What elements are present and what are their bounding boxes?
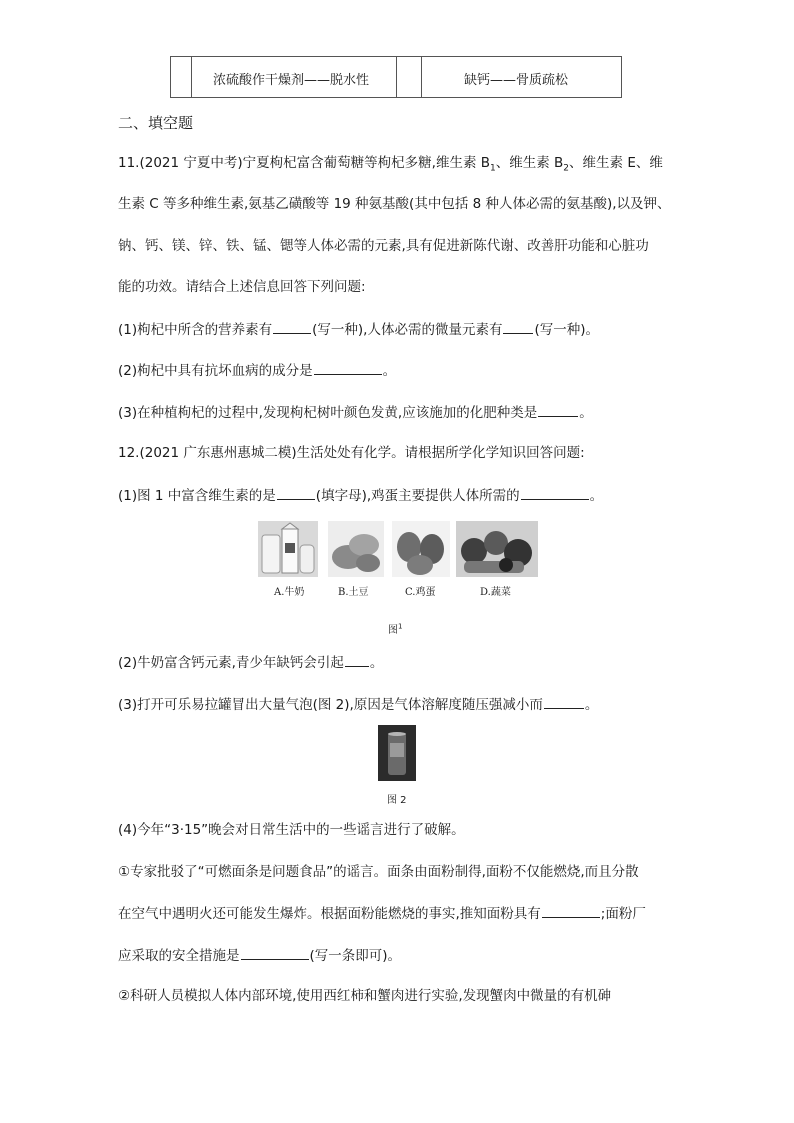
section-heading: 二、填空题 <box>118 114 194 132</box>
answer-blank[interactable] <box>538 402 578 417</box>
q12-part-3: (3)打开可乐易拉罐冒出大量气泡(图 2),原因是气体溶解度随压强减小而 。 <box>118 694 598 715</box>
q12-item-1-line-3: 应采取的安全措施是 (写一条即可)。 <box>118 945 401 966</box>
answer-blank[interactable] <box>314 360 382 375</box>
q11-part-1: (1)枸杞中所含的营养素有 (写一种),人体必需的微量元素有 (写一种)。 <box>118 319 599 340</box>
q12-part-4: (4)今年“3·15”晚会对日常生活中的一些谣言进行了破解。 <box>118 822 465 838</box>
table-divider <box>421 57 422 97</box>
q12-line-1: 12.(2021 广东惠州惠城二模)生活处处有化学。请根据所学化学知识回答问题: <box>118 445 585 461</box>
table-cell-right: 缺钙——骨质疏松 <box>464 73 569 88</box>
answer-blank[interactable] <box>521 485 589 500</box>
milk-photo <box>258 521 318 577</box>
q12-part-2: (2)牛奶富含钙元素,青少年缺钙会引起 。 <box>118 652 383 673</box>
answer-blank[interactable] <box>277 485 315 500</box>
vegetables-photo <box>456 521 538 577</box>
q11-line-1: 11.(2021 宁夏中考)宁夏枸杞富含葡萄糖等枸杞多糖,维生素 $B_1$、维生素 $B_2$、维生素 E、维 <box>118 155 663 174</box>
figure-1-label: 图$^1$ <box>388 622 403 636</box>
answer-blank[interactable] <box>345 652 369 667</box>
answer-table <box>170 56 622 98</box>
answer-blank[interactable] <box>542 903 600 918</box>
q11-part-3: (3)在种植枸杞的过程中,发现枸杞树叶颜色发黄,应该施加的化肥种类是 。 <box>118 402 593 423</box>
table-cell-left: 浓硫酸作干燥剂——脱水性 <box>213 73 370 88</box>
q11-line-3: 钠、钙、镁、锌、铁、锰、锶等人体必需的元素,具有促进新陈代谢、改善肝功能和心脏功 <box>118 238 649 254</box>
caption-d: D.蔬菜 <box>480 587 511 598</box>
figure-2-label: 图 2 <box>387 795 407 806</box>
q12-part-1: (1)图 1 中富含维生素的是 (填字母),鸡蛋主要提供人体所需的 。 <box>118 485 603 506</box>
answer-blank[interactable] <box>241 945 309 960</box>
q11-part-2: (2)枸杞中具有抗坏血病的成分是 。 <box>118 360 396 381</box>
caption-a: A.牛奶 <box>274 587 305 598</box>
answer-blank[interactable] <box>273 319 311 334</box>
answer-blank[interactable] <box>503 319 533 334</box>
egg-photo <box>392 521 450 577</box>
q11-line-4: 能的功效。请结合上述信息回答下列问题: <box>118 279 366 295</box>
caption-c: C.鸡蛋 <box>405 587 436 598</box>
q12-item-1-line-1: ①专家批驳了“可燃面条是问题食品”的谣言。面条由面粉制得,面粉不仅能燃烧,而且分散 <box>118 864 639 880</box>
table-divider <box>396 57 397 97</box>
potato-photo <box>328 521 384 577</box>
cola-can-photo <box>378 725 416 781</box>
caption-b: B.土豆 <box>338 587 369 598</box>
q12-item-1-line-2: 在空气中遇明火还可能发生爆炸。根据面粉能燃烧的事实,推知面粉具有 ;面粉厂 <box>118 903 646 924</box>
answer-blank[interactable] <box>544 694 584 709</box>
table-divider <box>191 57 192 97</box>
q12-item-2-line-1: ②科研人员模拟人体内部环境,使用西红柿和蟹肉进行实验,发现蟹肉中微量的有机砷 <box>118 988 612 1004</box>
q11-line-2: 生素 C 等多种维生素,氨基乙磺酸等 19 种氨基酸(其中包括 8 种人体必需的氨基酸),以及钾、 <box>118 196 671 212</box>
